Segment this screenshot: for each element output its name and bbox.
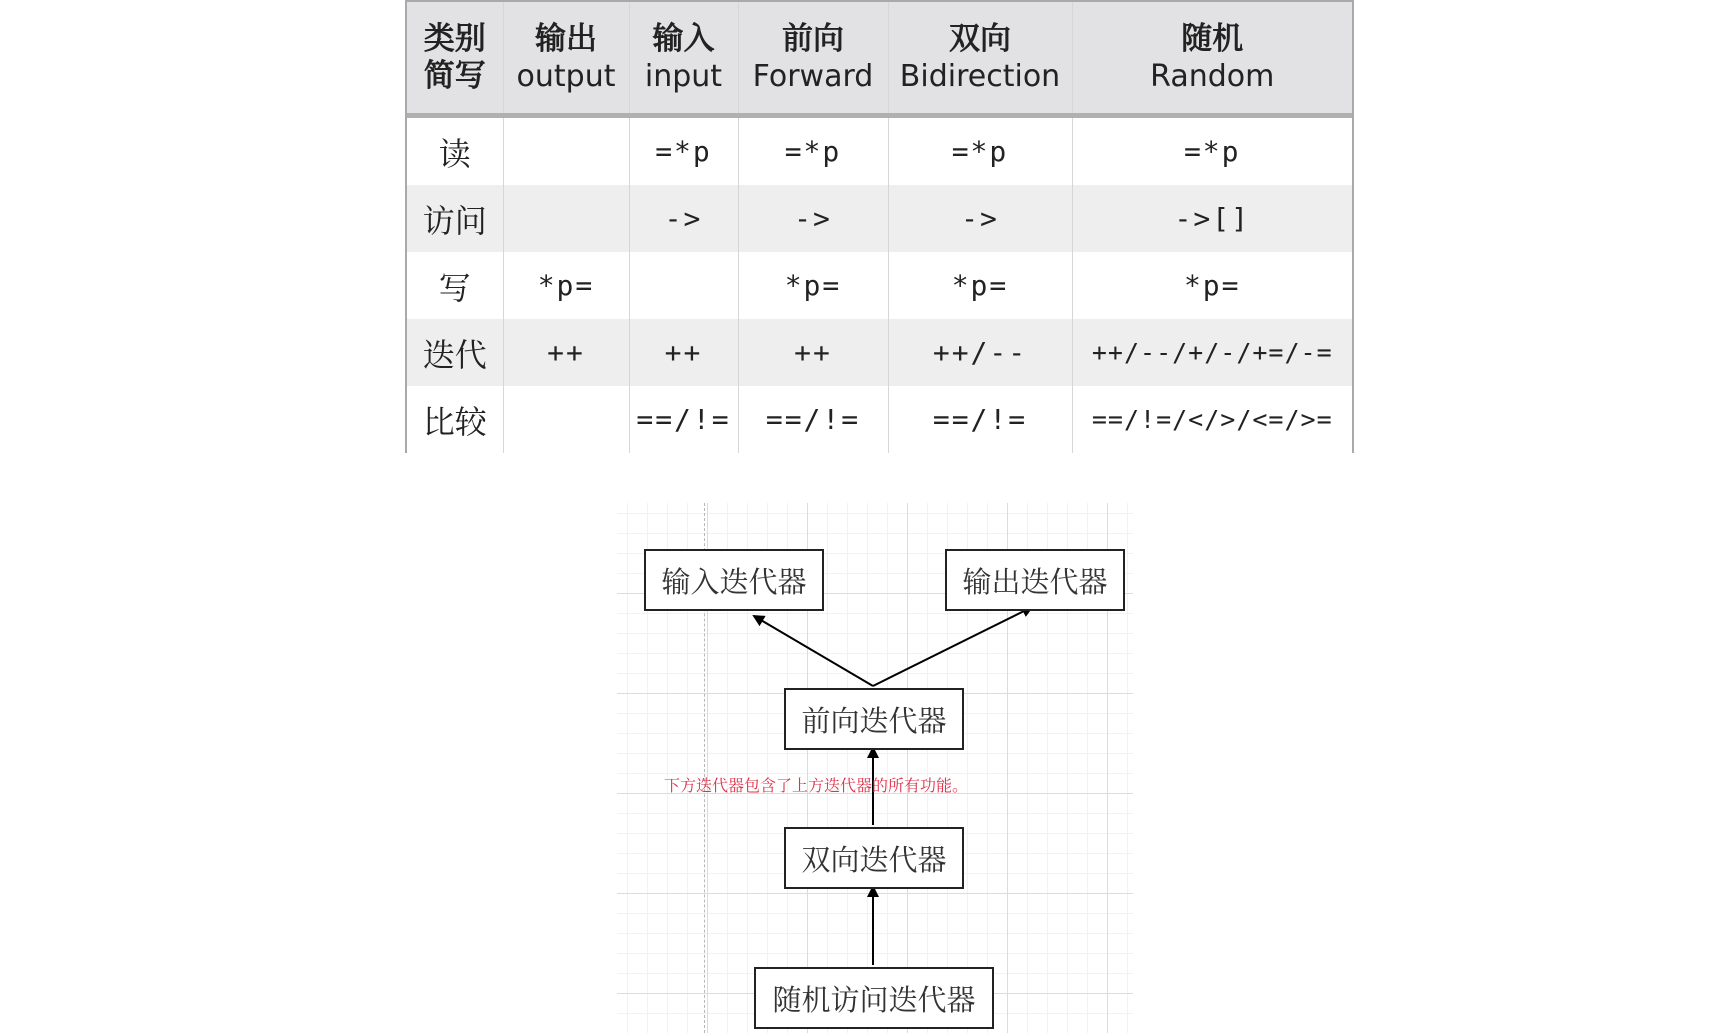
table-cell: ++/-- bbox=[888, 319, 1072, 386]
table-header-row bbox=[407, 2, 1352, 116]
table-cell: =*p bbox=[629, 116, 738, 186]
edge-forward-to-input bbox=[754, 616, 873, 686]
node-output-iterator: 输出迭代器 bbox=[945, 549, 1125, 611]
table-row bbox=[407, 319, 1352, 386]
table-cell: ->[] bbox=[1072, 185, 1352, 252]
row-category: 访问 bbox=[407, 185, 503, 252]
table-row bbox=[407, 386, 1352, 453]
table-row bbox=[407, 116, 1352, 186]
hierarchy-note: 下方迭代器包含了上方迭代器的所有功能。 bbox=[664, 776, 969, 795]
table-cell: ==/!= bbox=[888, 386, 1072, 453]
table-cell: ==/!=/</>/<=/>= bbox=[1072, 386, 1352, 453]
row-category: 读 bbox=[407, 116, 503, 186]
table-row bbox=[407, 252, 1352, 319]
table-cell: -> bbox=[888, 185, 1072, 252]
header-forward: 前向 Forward bbox=[738, 2, 888, 116]
header-category: 类别 简写 bbox=[407, 2, 503, 116]
table-cell: -> bbox=[629, 185, 738, 252]
table-cell: *p= bbox=[888, 252, 1072, 319]
table-cell: *p= bbox=[738, 252, 888, 319]
table-cell: =*p bbox=[738, 116, 888, 186]
node-bidirectional-iterator: 双向迭代器 bbox=[784, 827, 964, 889]
table-cell: =*p bbox=[888, 116, 1072, 186]
table-cell: -> bbox=[738, 185, 888, 252]
table-row bbox=[407, 185, 1352, 252]
iterator-category-table bbox=[405, 0, 1354, 453]
table-cell: ++/--/+/-/+=/-= bbox=[1072, 319, 1352, 386]
table-cell: *p= bbox=[1072, 252, 1352, 319]
table-cell: =*p bbox=[1072, 116, 1352, 186]
table-cell: ++ bbox=[503, 319, 629, 386]
table-cell bbox=[503, 185, 629, 252]
node-random-access-iterator: 随机访问迭代器 bbox=[754, 967, 994, 1029]
row-category: 迭代 bbox=[407, 319, 503, 386]
table-cell bbox=[629, 252, 738, 319]
table-cell: *p= bbox=[503, 252, 629, 319]
row-category: 写 bbox=[407, 252, 503, 319]
row-category: 比较 bbox=[407, 386, 503, 453]
table-cell: ++ bbox=[738, 319, 888, 386]
header-bidirection: 双向 Bidirection bbox=[888, 2, 1072, 116]
header-input: 输入 input bbox=[629, 2, 738, 116]
table-cell: ++ bbox=[629, 319, 738, 386]
header-output: 输出 output bbox=[503, 2, 629, 116]
edge-forward-to-output bbox=[873, 607, 1032, 686]
node-forward-iterator: 前向迭代器 bbox=[784, 688, 964, 750]
node-input-iterator: 输入迭代器 bbox=[644, 549, 824, 611]
header-random: 随机 Random bbox=[1072, 2, 1352, 116]
table-cell: ==/!= bbox=[629, 386, 738, 453]
table-cell bbox=[503, 116, 629, 186]
iterator-hierarchy-diagram bbox=[617, 503, 1133, 1033]
table-cell: ==/!= bbox=[738, 386, 888, 453]
table-cell bbox=[503, 386, 629, 453]
